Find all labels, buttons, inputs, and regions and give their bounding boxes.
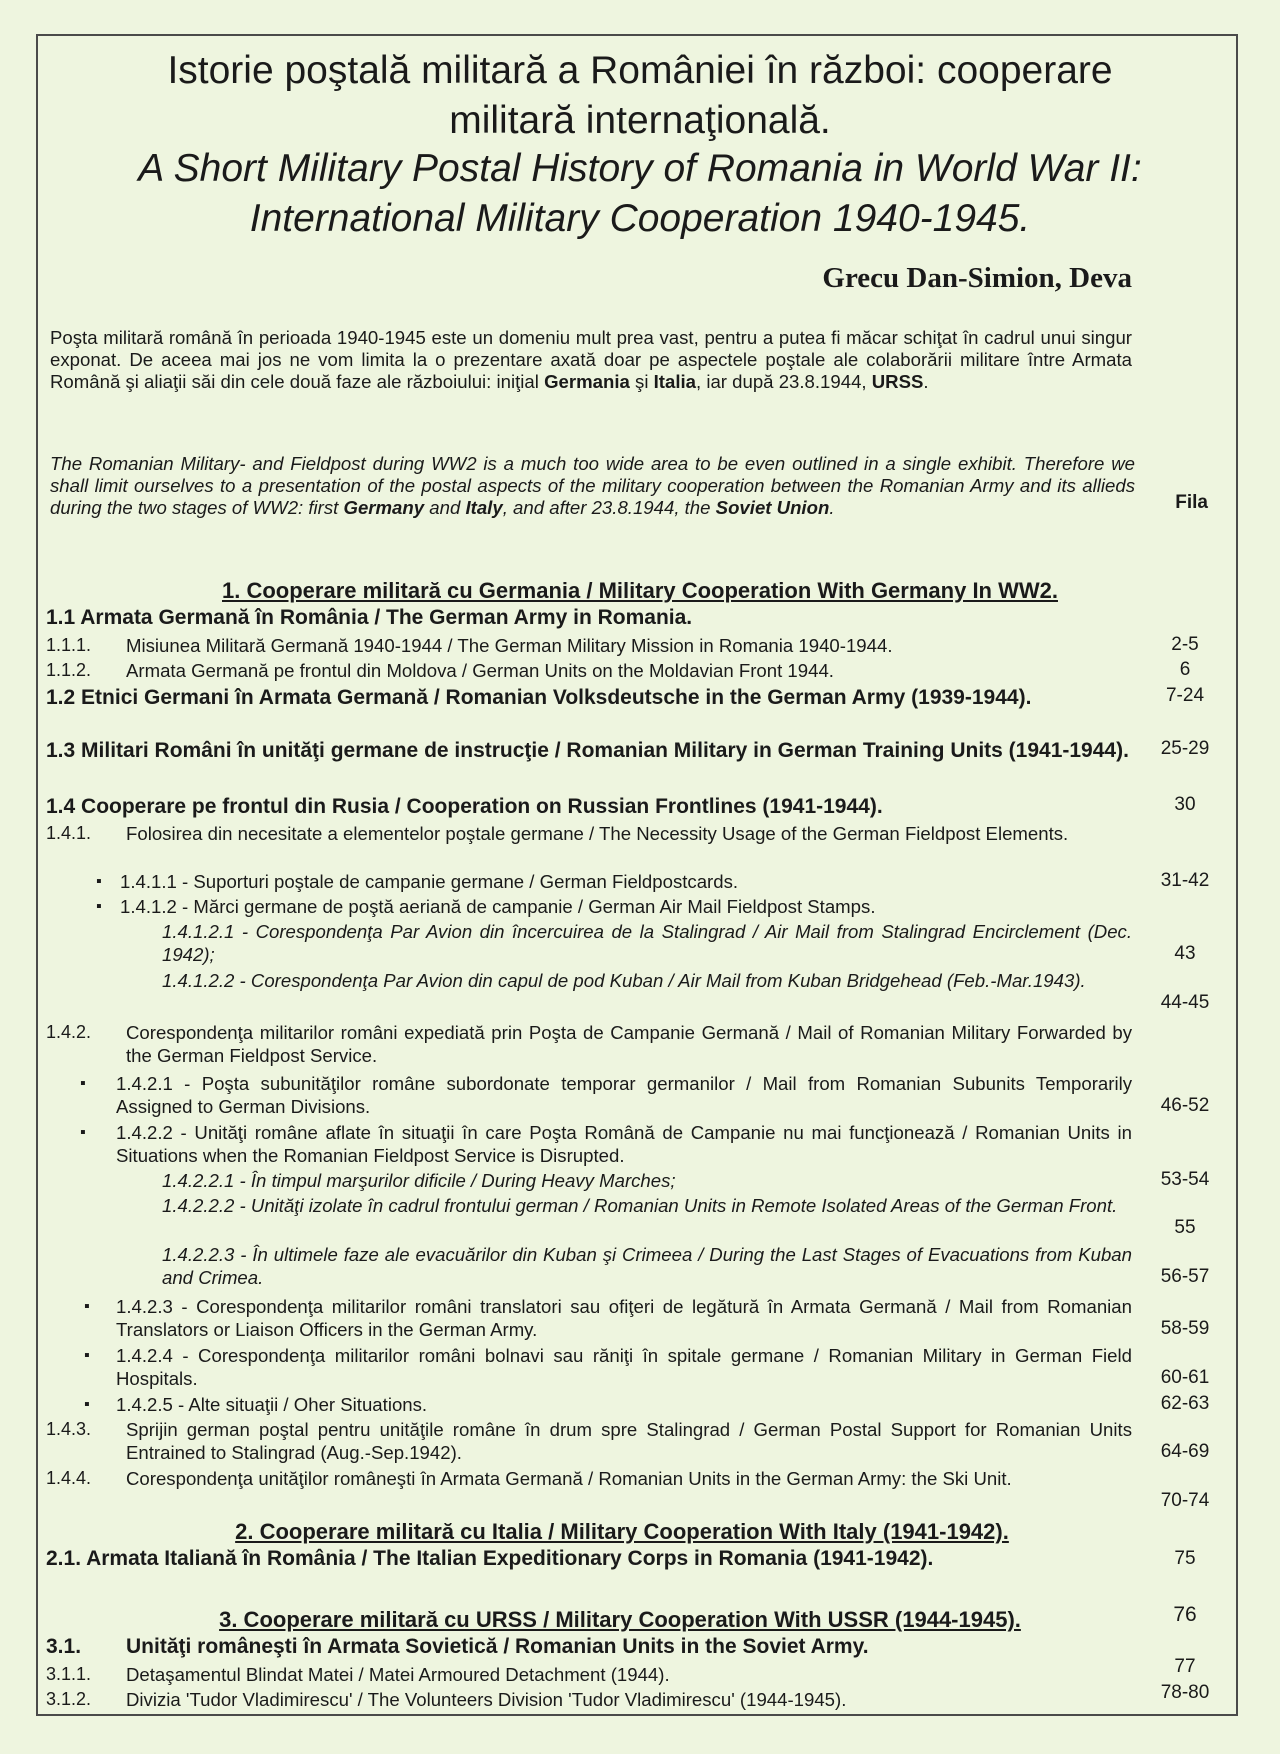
- toc-page: 6: [1179, 659, 1191, 680]
- toc-page: 56-57: [1160, 1266, 1210, 1287]
- bullet-icon: ▪: [96, 873, 102, 890]
- toc-page: 44-45: [1160, 992, 1210, 1013]
- section-1-heading: 1. Cooperare militară cu Germania / Military Cooperation With Germany In WW2.: [222, 578, 1058, 603]
- toc-page: 70-74: [1160, 1490, 1210, 1511]
- section-3-heading: 3. Cooperare militară cu URSS / Military Cooperation With USSR (1944-1945).: [219, 1607, 1021, 1632]
- title-ro-line1: Istorie poştală militară a României în război: cooperare: [167, 49, 1113, 92]
- intro-english: The Romanian Military- and Fieldpost during WW2 is a much too wide area to be even outlined in a single exhibit. Therefore we shall limit ourselves to a presentation of the postal aspects of the military cooperation between the Romanian Army and its allieds during the two stages of WW2: first Germany and Italy, and after 23.8.1944, the Soviet Union.: [50, 453, 1135, 518]
- toc-page: 75: [1174, 1548, 1196, 1569]
- intro-romanian: Poşta militară română în perioada 1940-1945 este un domeniu mult prea vast, pentru a putea fi măcar schiţat în cadrul unui singur exponat. De aceea mai jos ne vom limita la o prezentare axată doar pe aspectele poştale ale colaborării militare între Armata Română şi aliaţii săi din cele două faze ale războiului: iniţial Germania şi Italia, iar după 23.8.1944, URSS.: [50, 327, 1132, 392]
- page-column-heading: Fila: [1175, 492, 1208, 513]
- toc-page: 78-80: [1160, 1682, 1210, 1703]
- bullet-icon: ▪: [96, 898, 102, 915]
- intro-ro-italia: Italia: [653, 371, 696, 392]
- toc-page: 60-61: [1160, 1367, 1210, 1388]
- intro-en-soviet: Soviet Union: [715, 497, 830, 518]
- author: Grecu Dan-Simion, Deva: [822, 262, 1132, 294]
- intro-ro-germania: Germania: [544, 371, 630, 392]
- bullet-icon: ▪: [84, 1298, 90, 1315]
- intro-en-germany: Germany: [343, 497, 425, 518]
- toc-page: 46-52: [1160, 1095, 1210, 1116]
- intro-en-italy: Italy: [465, 497, 503, 518]
- toc-page: 58-59: [1160, 1318, 1210, 1339]
- title-romanian: [60, 46, 1220, 146]
- toc-page: 30: [1174, 794, 1196, 815]
- title-ro-line2: militară internaţională.: [449, 99, 831, 142]
- bullet-icon: ▪: [80, 1124, 86, 1141]
- title-en-line2: International Military Cooperation 1940-1945.: [249, 197, 1031, 240]
- toc-page: 2-5: [1171, 634, 1199, 655]
- toc-page: 7-24: [1165, 685, 1205, 706]
- toc-page: 53-54: [1160, 1169, 1210, 1190]
- toc-page: 31-42: [1160, 870, 1210, 891]
- title-english: [60, 144, 1220, 244]
- title-en-line1: A Short Military Postal History of Romania in World War II:: [138, 147, 1142, 190]
- bullet-icon: ▪: [80, 1075, 86, 1092]
- toc-page: 55: [1174, 1217, 1196, 1238]
- section-2-heading: 2. Cooperare militară cu Italia / Military Cooperation With Italy (1941-1942).: [235, 1519, 1009, 1544]
- intro-ro-urss: URSS: [871, 371, 924, 392]
- toc-page: 62-63: [1160, 1393, 1210, 1414]
- toc-page: 77: [1174, 1656, 1196, 1677]
- toc-page: 25-29: [1160, 738, 1210, 759]
- bullet-icon: ▪: [84, 1347, 90, 1364]
- toc-page: 43: [1174, 943, 1196, 964]
- toc-page: 64-69: [1160, 1441, 1210, 1462]
- bullet-icon: ▪: [84, 1396, 90, 1413]
- toc-page: 76: [1173, 1603, 1197, 1626]
